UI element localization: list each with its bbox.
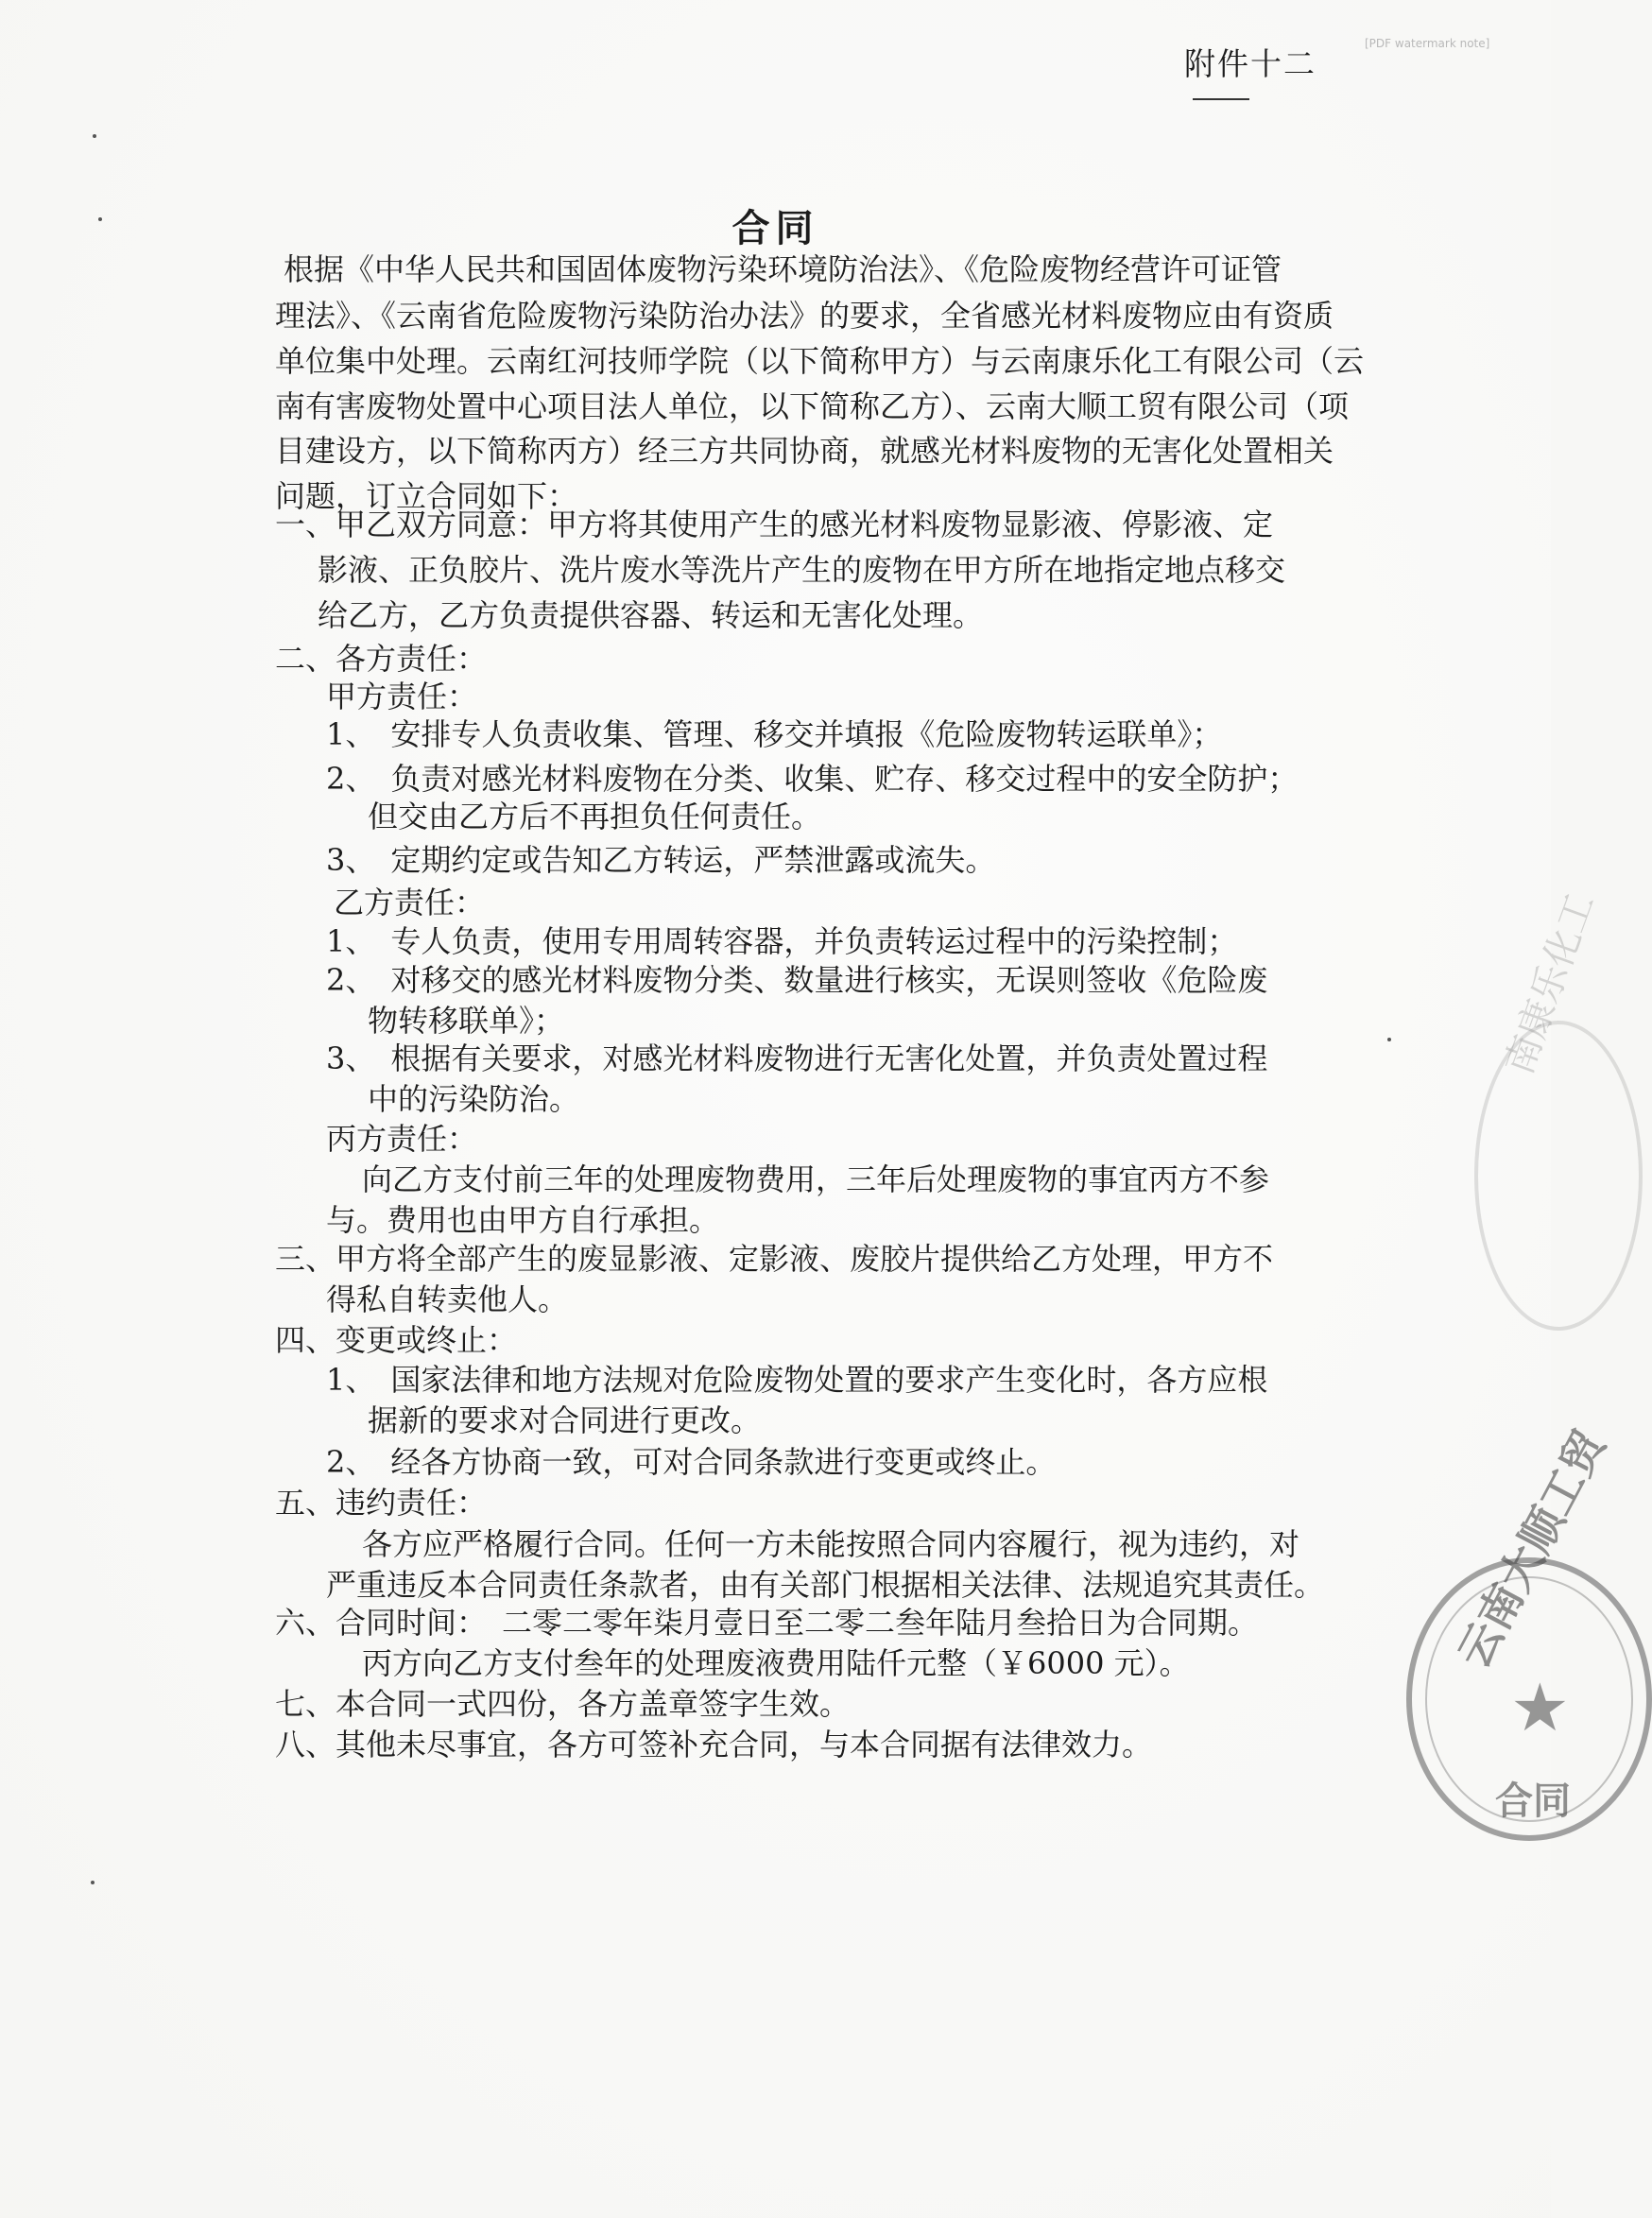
party-a-item: 2、 负责对感光材料废物在分类、收集、贮存、移交过程中的安全防护； [326,761,1299,797]
body-line: 向乙方支付前三年的处理废物费用，三年后处理废物的事宜丙方不参 [362,1161,1270,1197]
stamp-star-icon: ★ [1510,1669,1570,1746]
body-line: 丙方向乙方支付叁年的处理废液费用陆仟元整（￥6000 元）。 [362,1645,1190,1681]
body-line: 与。费用也由甲方自行承担。 [326,1202,720,1238]
body-line: 中的污染防治。 [368,1081,580,1117]
body-line: 理法》、《云南省危险废物污染防治办法》的要求，全省感光材料废物应由有资质 [275,298,1334,334]
scan-speck [1387,1038,1391,1041]
clause-two-heading: 二、各方责任： [275,641,488,677]
annex-label: 附件十二 [1184,45,1316,82]
document-title: 合同 [731,206,819,250]
clause-five-heading: 五、违约责任： [275,1485,488,1521]
party-b-heading: 乙方责任： [334,885,486,920]
body-line: 得私自转卖他人。 [326,1281,569,1317]
company-stamp [1406,1421,1652,1841]
stamp-arc-text: 云南大顺工贸 [1447,1421,1616,1676]
clause-four-item: 1、 国家法律和地方法规对危险废物处置的要求产生变化时，各方应根 [326,1362,1268,1398]
clause-six: 六、合同时间： 二零二零年柒月壹日至二零二叁年陆月叁拾日为合同期。 [275,1605,1259,1641]
clause-seven: 七、本合同一式四份，各方盖章签字生效。 [275,1686,851,1722]
scan-speck [98,217,102,221]
body-line: 据新的要求对合同进行更改。 [368,1402,762,1438]
party-c-heading: 丙方责任： [326,1121,478,1157]
body-line: 单位集中处理。云南红河技师学院（以下简称甲方）与云南康乐化工有限公司（云 [275,343,1365,379]
annex-underline [1193,98,1249,100]
body-line: 根据《中华人民共和国固体废物污染环境防治法》、《危险废物经营许可证管 [284,251,1282,287]
body-line: 影液、正负胶片、洗片废水等洗片产生的废物在甲方所在地指定地点移交 [318,552,1286,588]
body-line: 南有害废物处置中心项目法人单位，以下简称乙方）、云南大顺工贸有限公司（项 [275,388,1350,424]
clause-one: 一、甲乙双方同意：甲方将其使用产生的感光材料废物显影液、停影液、定 [275,507,1274,542]
party-b-item: 2、 对移交的感光材料废物分类、数量进行核实，无误则签收《危险废 [326,962,1268,998]
clause-four-heading: 四、变更或终止： [275,1322,518,1358]
body-line: 严重违反本合同责任条款者，由有关部门根据相关法律、法规追究其责任。 [326,1567,1325,1603]
faint-seal-text: 南康乐化工 [1497,887,1604,1080]
clause-eight: 八、其他未尽事宜，各方可签补充合同，与本合同据有法律效力。 [275,1727,1153,1762]
party-a-heading: 甲方责任： [326,679,478,714]
party-b-item: 3、 根据有关要求，对感光材料废物进行无害化处置，并负责处置过程 [326,1040,1268,1076]
clause-three: 三、甲方将全部产生的废显影液、定影液、废胶片提供给乙方处理，甲方不 [275,1241,1274,1277]
party-a-item: 3、 定期约定或告知乙方转运，严禁泄露或流失。 [326,842,996,878]
body-line: 物转移联单》； [368,1003,565,1039]
clause-four-item: 2、 经各方协商一致，可对合同条款进行变更或终止。 [326,1444,1057,1480]
corner-watermark-note: [PDF watermark note] [1365,37,1490,50]
scan-speck [91,1881,95,1884]
body-line: 问题，订立合同如下： [275,478,578,514]
body-line: 给乙方，乙方负责提供容器、转运和无害化处理。 [318,597,984,633]
body-line: 但交由乙方后不再担负任何责任。 [368,799,822,834]
faint-seal [1474,887,1643,1331]
scan-speck [93,134,96,138]
party-a-item: 1、 安排专人负责收集、管理、移交并填报《危险废物转运联单》； [326,716,1223,752]
body-line: 目建设方，以下简称丙方）经三方共同协商，就感光材料废物的无害化处置相关 [275,433,1334,469]
stamp-bottom-text: 合同 [1495,1779,1571,1823]
party-b-item: 1、 专人负责，使用专用周转容器，并负责转运过程中的污染控制； [326,923,1238,959]
body-line: 各方应严格履行合同。任何一方未能按照合同内容履行，视为违约，对 [362,1526,1300,1562]
